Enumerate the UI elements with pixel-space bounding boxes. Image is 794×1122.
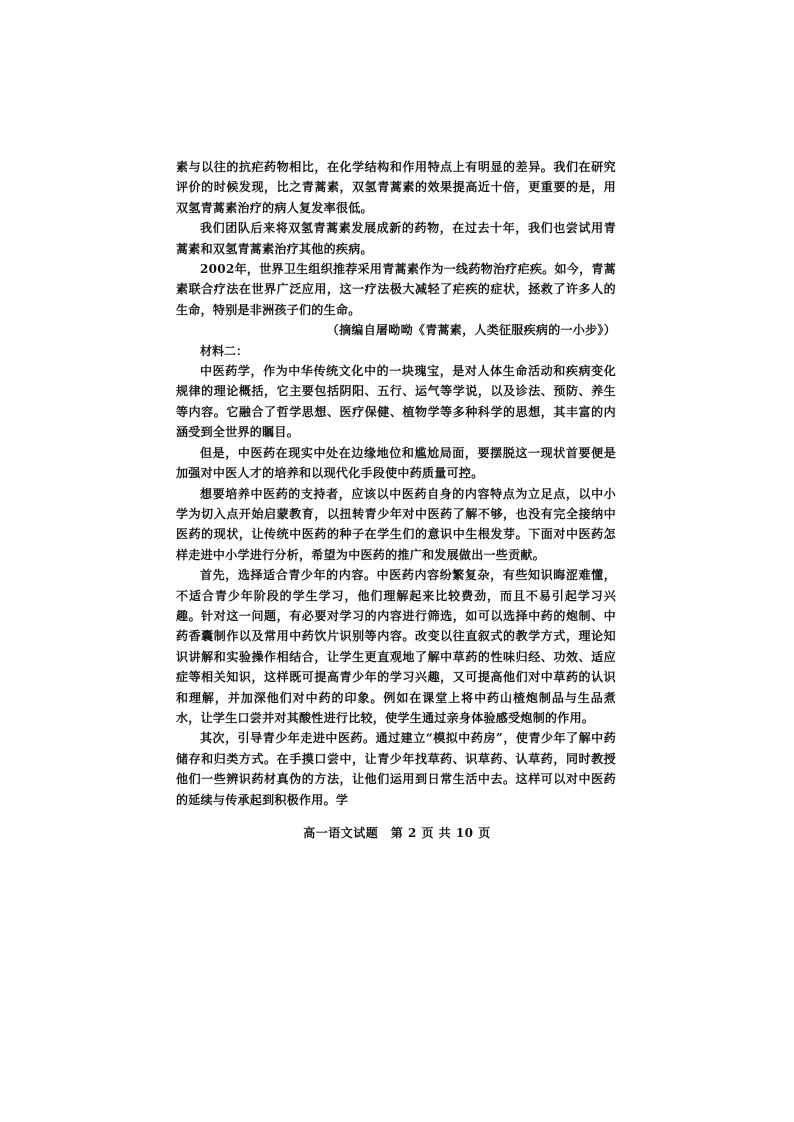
paragraph-material-two-2: 但是，中医药在现实中处在边缘地位和尴尬局面，要摆脱这一现状首要便是加强对中医人才的培养和以现代化手段使中药质量可控。: [176, 445, 616, 481]
paragraph-material-one-1: 素与以往的抗疟药物相比，在化学结构和作用特点上有明显的差异。我们在研究评价的时候发现，比之青蒿素，双氢青蒿素的效果提高近十倍，更重要的是，用双氢青蒿素治疗的病人复发率很低。: [176, 160, 616, 215]
paragraph-material-two-4: 首先，选择适合青少年的内容。中医药内容纷繁复杂，有些知识晦涩难懂，不适合青少年阶段的学生学习，他们理解起来比较费劲，而且不易引起学习兴趣。针对这一问题，有必要对学习的内容进行筛选，如可以选择中药的炮制、中药香囊制作以及常用中药饮片识别等内容。改变以往直叙式的教学方式，理论知识讲解和实验操作相结合，让学生更直观地了解中草药的性味归经、功效、适应症等相关知识，这样既可提高青少年的学习兴趣，又可提高他们对中草药的认识和理解，并加深他们对中药的印象。例如在课堂上将中药山楂炮制品与生品煮水，让学生口尝并对其酸性进行比较，使学生通过亲身体验感受炮制的作用。: [176, 568, 616, 725]
passage-text: [176, 157, 616, 810]
paragraph-material-two-3: 想要培养中医药的支持者，应该以中医药自身的内容特点为立足点，以中小学为切入点开始启蒙教育，以扭转青少年对中医药了解不够，也没有完全接纳中医药的现状，让传统中医药的种子在学生们的意识中生根发芽。下面对中医药怎样走进中小学进行分析，希望为中医药的推广和发展做出一些贡献。: [176, 486, 616, 562]
paragraph-material-one-3: 2002年，世界卫生组织推荐采用青蒿素作为一线药物治疗疟疾。如今，青蒿素联合疗法在世界广泛应用，这一疗法极大减轻了疟疾的症状，拯救了许多人的生命，特别是非洲孩子们的生命。: [176, 262, 616, 317]
paragraph-material-one-2: 我们团队后来将双氢青蒿素发展成新的药物，在过去十年，我们也尝试用青蒿素和双氢青蒿素治疗其他的疾病。: [176, 221, 616, 256]
paragraph-material-two-1: 中医药学，作为中华传统文化中的一块瑰宝，是对人体生命活动和疾病变化规律的理论概括，它主要包括阴阳、五行、运气等学说，以及诊法、预防、养生等内容。它融合了哲学思想、医疗保健、植物学等多种科学的思想，其丰富的内涵受到全世界的瞩目。: [176, 364, 616, 440]
material-two-label: 材料二：: [200, 343, 249, 358]
page-footer: 高一语文试题 第 2 页 共 10 页: [303, 826, 491, 840]
paragraph-material-two-5: 其次，引导青少年走进中医药。通过建立“模拟中药房”，使青少年了解中药储存和归类方式。在手摸口尝中，让青少年找草药、识草药、认草药，同时教授他们一些辨识药材真伪的方法，让他们运用到日常生活中去。这样可以对中医药的延续与传承起到积极作用。学: [176, 731, 616, 807]
source-citation: （摘编自屠呦呦《青蒿素，人类征服疾病的一小步》）: [326, 323, 616, 338]
